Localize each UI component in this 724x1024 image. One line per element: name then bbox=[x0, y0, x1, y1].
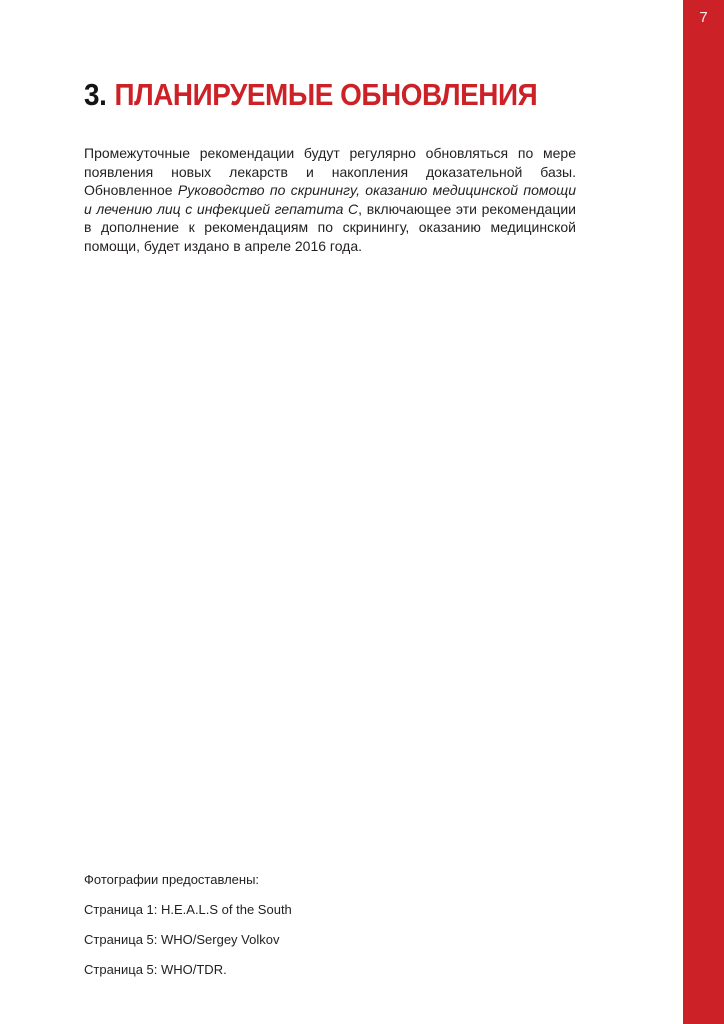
page-number: 7 bbox=[699, 9, 708, 26]
paragraph-text-lead: Промежуточные рекомендации будут регулярно обновляться по мере появления новых лекарств и накопления доказательной базы. Обновленное bbox=[84, 145, 576, 199]
section-title: ПЛАНИРУЕМЫЕ ОБНОВЛЕНИЯ bbox=[114, 77, 538, 112]
photo-credit-item: Страница 5: WHO/Sergey Volkov bbox=[84, 932, 280, 947]
page-edge-band bbox=[683, 0, 724, 1024]
section-number: 3. bbox=[84, 77, 107, 112]
section-heading bbox=[84, 79, 537, 111]
photo-credits bbox=[84, 871, 292, 991]
paragraph-text-tail: , включающее эти рекомендации в дополнение к рекомендациям по скринингу, оказанию медицинской помощи, будет издано в апреле 2016 года. bbox=[84, 200, 577, 254]
paragraph-guideline-title-italic: Руководство по скринингу, оказанию медицинской помощи и лечению лиц с инфекцией гепатита С bbox=[84, 182, 577, 217]
body-paragraph bbox=[84, 144, 576, 256]
photo-credit-item: Страница 1: H.E.A.L.S of the South bbox=[84, 902, 292, 917]
photo-credit-item: Страница 5: WHO/TDR. bbox=[84, 962, 227, 977]
photo-credits-intro: Фотографии предоставлены: bbox=[84, 872, 260, 887]
